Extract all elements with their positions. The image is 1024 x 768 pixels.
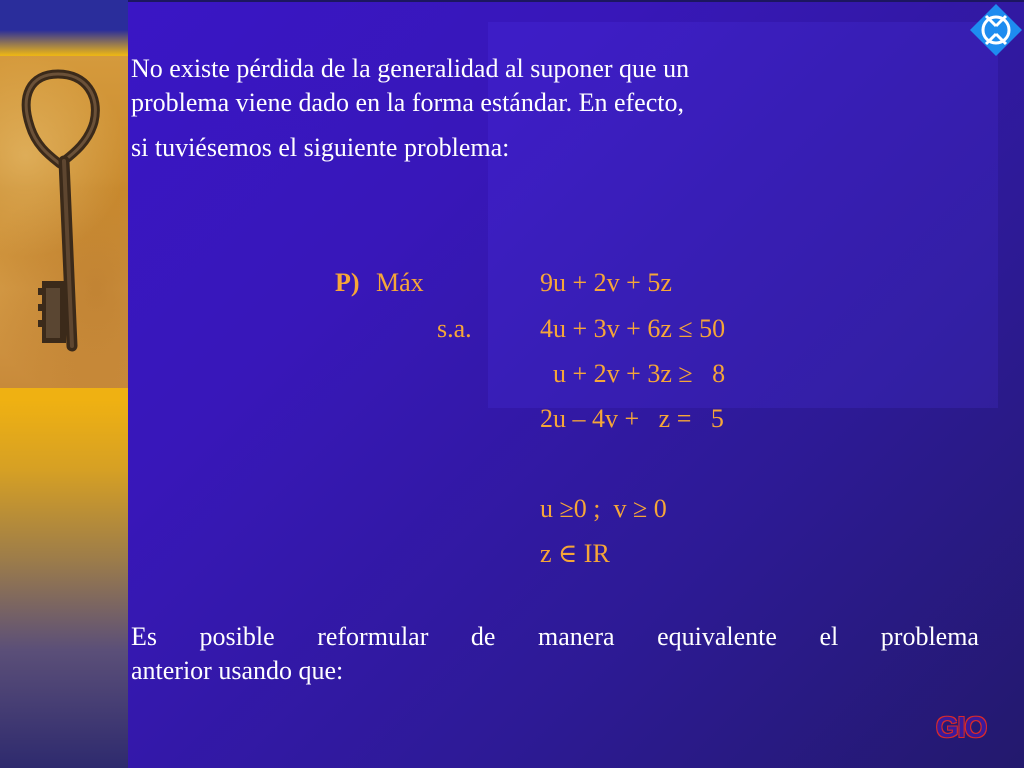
- conclusion-word: equivalente: [657, 622, 777, 651]
- conclusion-paragraph: [131, 620, 979, 688]
- intro-line-2: problema viene dado en la forma estándar. En efecto,: [131, 88, 684, 117]
- conclusion-line-2: anterior usando que:: [131, 656, 344, 685]
- conclusion-word: posible: [199, 622, 275, 651]
- conclusion-word: Es: [131, 622, 157, 651]
- conclusion-word: de: [470, 622, 496, 651]
- logo-icon: [962, 2, 1024, 60]
- conclusion-word: problema: [880, 622, 979, 651]
- domain-1: u ≥0 ; v ≥ 0: [540, 494, 667, 523]
- conclusion-line-1: [131, 620, 979, 654]
- intro-paragraph: [131, 52, 689, 165]
- constraint-2: u + 2v + 3z ≥ 8: [540, 359, 726, 388]
- domain-2: z ∈ IR: [540, 539, 610, 568]
- constraints-label: s.a.: [437, 314, 472, 343]
- problem-name: P): [335, 268, 360, 297]
- gio-logo: GIO: [936, 712, 987, 744]
- objective-label: Máx: [376, 268, 424, 297]
- constraint-1: 4u + 3v + 6z ≤ 50: [540, 314, 726, 343]
- conclusion-word: el: [819, 622, 839, 651]
- top-rule: [128, 0, 1024, 2]
- conclusion-word: manera: [538, 622, 615, 651]
- constraint-3: 2u – 4v + z = 5: [540, 404, 724, 433]
- key-icon: [0, 56, 128, 388]
- intro-line-1: No existe pérdida de la generalidad al suponer que un: [131, 54, 690, 83]
- key-image: [0, 56, 128, 388]
- conclusion-word: reformular: [317, 622, 429, 651]
- intro-line-3: si tuviésemos el siguiente problema:: [131, 133, 510, 162]
- objective-function: 9u + 2v + 5z: [540, 268, 672, 297]
